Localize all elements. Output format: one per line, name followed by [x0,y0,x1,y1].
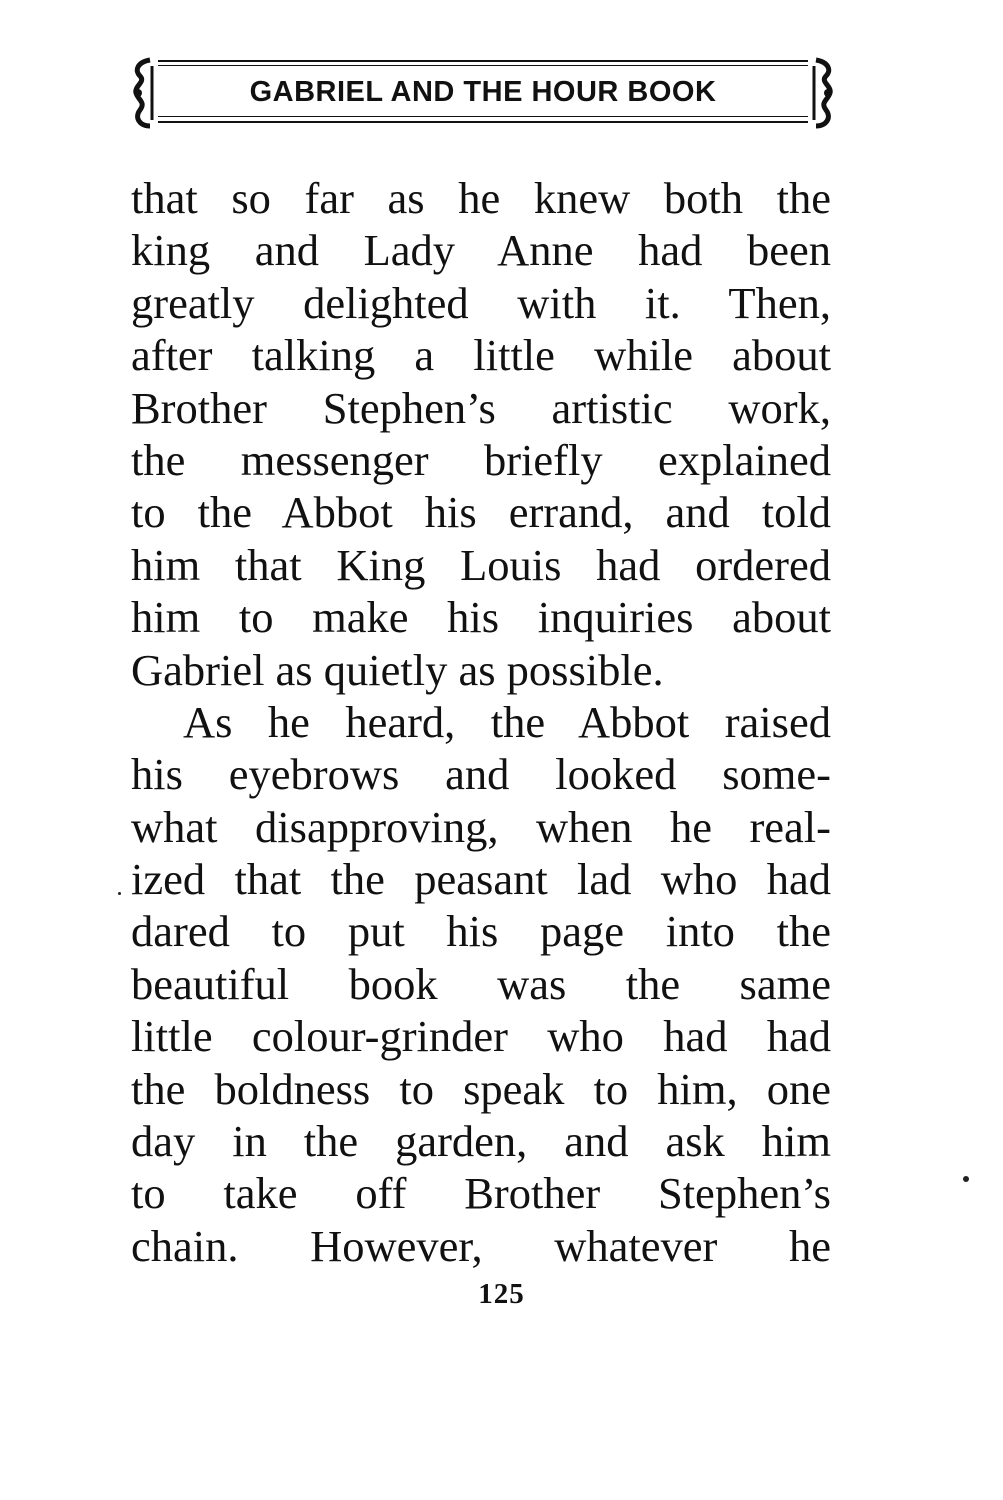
header-rule [158,65,808,66]
text-line: Brother Stephen’s artistic work, [131,382,831,433]
text-line: chain. However, whatever he [131,1220,831,1271]
text-line: him that King Louis had ordered [131,539,831,590]
text-line: his eyebrows and looked some- [131,749,831,800]
text-line: ized that the peasant lad who had [131,854,831,905]
running-head-title: GABRIEL AND THE HOUR BOOK [249,76,717,108]
text-line: As he heard, the Abbot raised [183,696,831,747]
paragraph [131,172,831,696]
text-line: king and Lady Anne had been [131,225,831,276]
ink-speck [963,1176,969,1182]
text-line: dared to put his page into the [131,906,831,957]
text-line: to take off Brother Stephen’s [131,1168,831,1219]
text-line: beautiful book was the same [131,958,831,1009]
scroll-ornament-icon [808,56,838,130]
text-line: the boldness to speak to him, one [131,1063,831,1114]
paragraph [131,696,831,1272]
text-line: him to make his inquiries about [131,592,831,643]
header-rule [158,60,808,62]
text-line: what disapproving, when he real- [131,801,831,852]
text-line: day in the garden, and ask him [131,1116,831,1167]
text-line: to the Abbot his errand, and told [131,487,831,538]
ink-speck [118,892,121,895]
text-line: the messenger briefly explained [131,434,831,485]
text-line: Gabriel as quietly as possible. [131,644,664,695]
text-line: that so far as he knew both the [131,173,831,223]
header-rule [158,116,808,117]
text-line: after talking a little while about [131,330,831,381]
running-head [128,56,838,130]
body-text [131,172,831,1272]
scroll-ornament-icon [128,56,158,130]
text-line: greatly delighted with it. Then, [131,277,831,328]
header-rule [158,121,808,123]
page-number: 125 [478,1278,525,1310]
text-line: little colour-grinder who had had [131,1011,831,1062]
